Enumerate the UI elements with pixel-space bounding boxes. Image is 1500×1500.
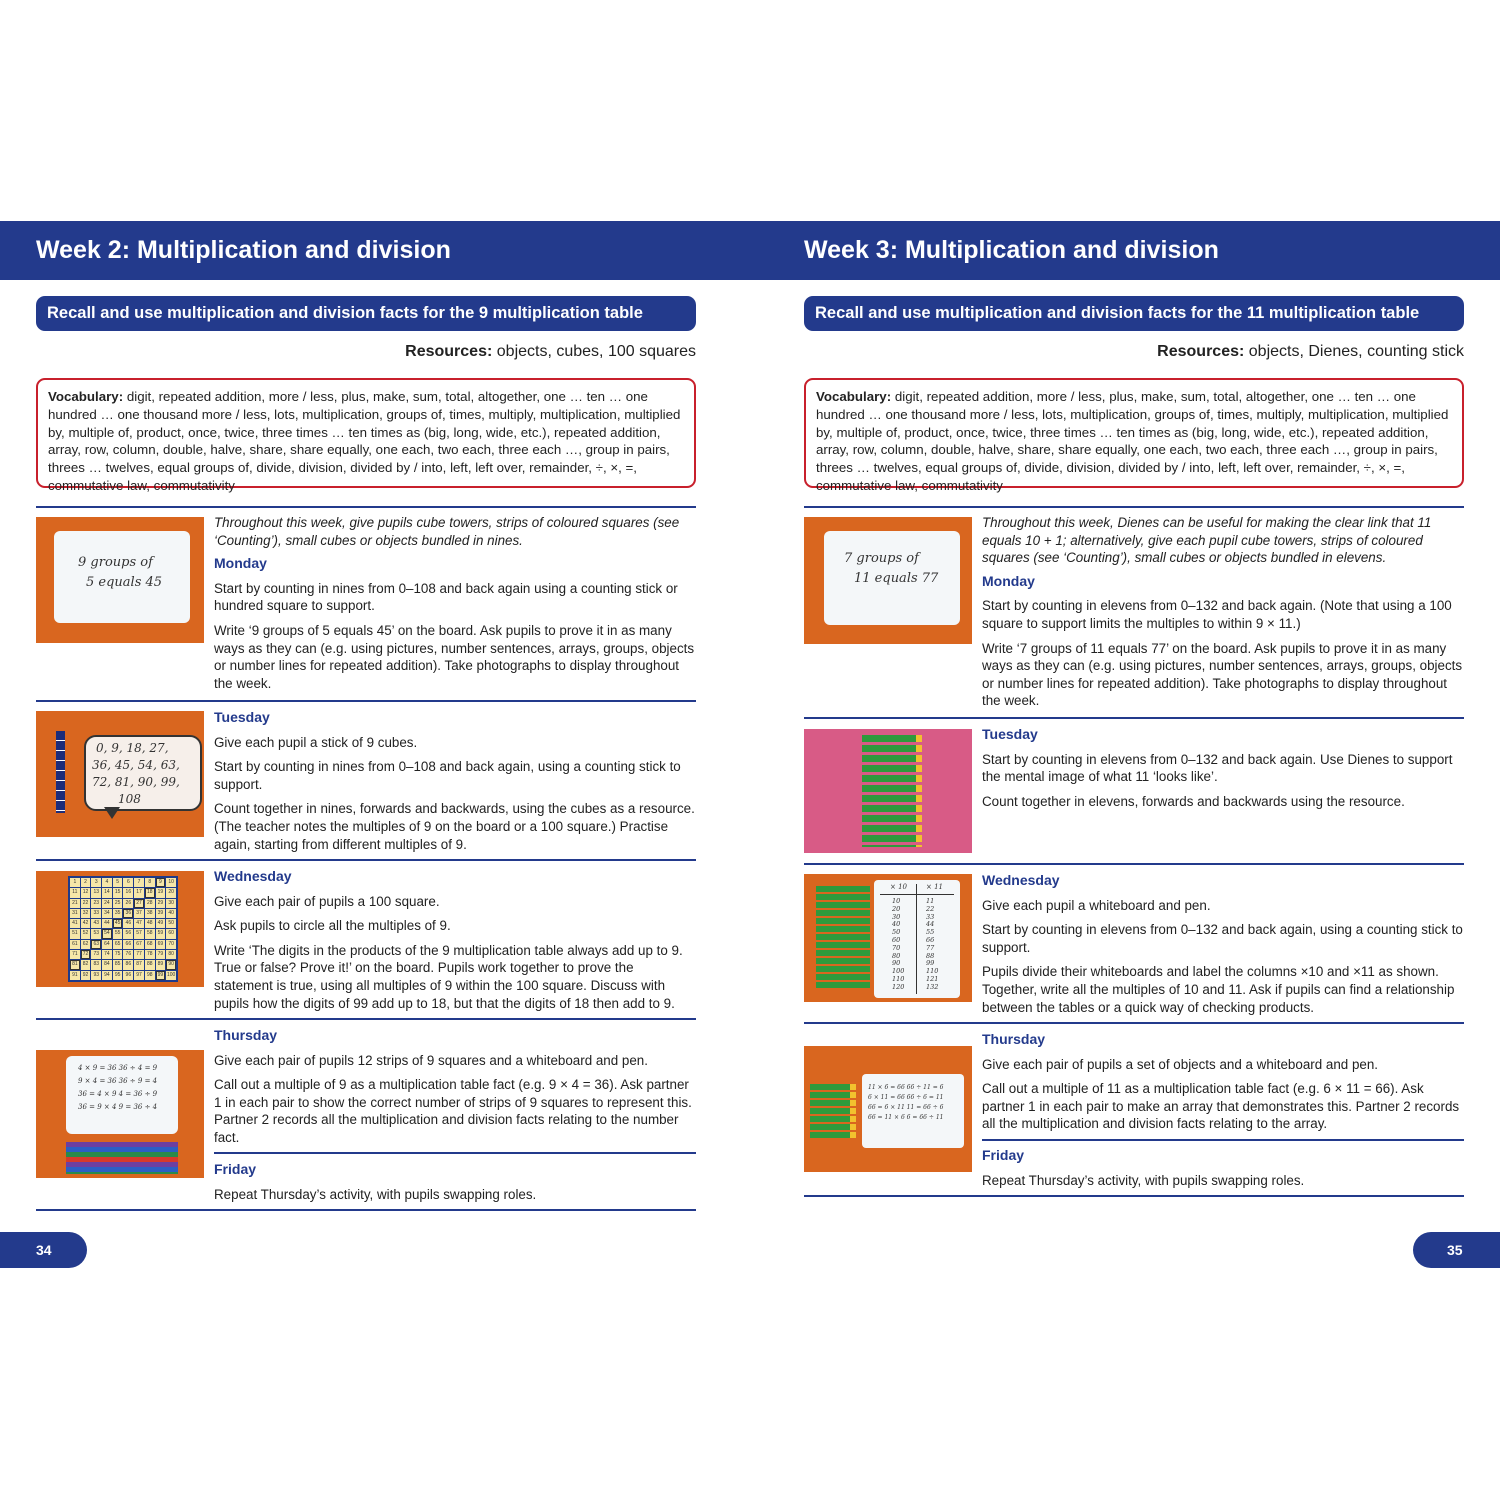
hundred-square-cell: 20	[166, 888, 176, 897]
hundred-square-cell: 50	[166, 919, 176, 928]
hundred-square-cell: 91	[70, 971, 80, 980]
paragraph: Repeat Thursday’s activity, with pupils swapping roles.	[982, 1172, 1305, 1188]
hundred-square-cell: 1	[70, 878, 80, 887]
day-heading-friday: Friday	[214, 1161, 257, 1177]
hundred-square-cell: 35	[113, 909, 123, 918]
handwriting: 36 = 9 × 4 9 = 36 ÷ 4	[78, 1103, 158, 1111]
photo-whiteboard-7-groups	[804, 517, 972, 644]
hundred-square-cell: 8	[145, 878, 155, 887]
day-heading-wednesday: Wednesday	[214, 868, 292, 884]
x10-value: 60	[892, 935, 901, 944]
hundred-square-cell: 22	[81, 899, 91, 908]
paragraph: Call out a multiple of 9 as a multiplication table fact (e.g. 9 × 4 = 36). Ask partner 1 in each pair to show the correct number of strips of 9 squares to represent this. Partner 2 records all the multiplication and division facts relating to the number fact.	[214, 1077, 692, 1145]
paragraph: Start by counting in elevens from 0–132 and back again. (Note that using a 100 square to support limits the multiples to within 9 × 11.)	[982, 598, 1452, 631]
coloured-strips	[66, 1142, 178, 1174]
hundred-square-cell: 49	[156, 919, 166, 928]
hundred-square-cell: 21	[70, 899, 80, 908]
x11-value: 11	[926, 897, 935, 905]
hundred-square-cell: 85	[113, 960, 123, 969]
divider	[804, 863, 1464, 865]
x10-value: 10	[892, 897, 901, 905]
day-heading-thursday: Thursday	[214, 1027, 278, 1043]
left-monday-section	[214, 514, 696, 699]
handwriting: 36, 45, 54, 63,	[92, 758, 180, 772]
hundred-square-cell: 60	[166, 929, 176, 938]
x10-value: 80	[892, 951, 901, 960]
x10-column	[892, 898, 904, 992]
hundred-square-cell: 97	[134, 971, 144, 980]
photo-whiteboard-9-groups	[36, 517, 204, 643]
divider	[804, 717, 1464, 719]
hundred-square-cell: 74	[102, 950, 112, 959]
handwriting: 66 = 11 × 6 6 = 66 ÷ 11	[868, 1114, 944, 1121]
handwriting: × 11	[926, 883, 943, 891]
hundred-square	[68, 876, 178, 982]
x10-value: 30	[892, 912, 901, 921]
left-resources	[405, 343, 696, 361]
hundred-square-cell: 6	[123, 878, 133, 887]
hundred-square-cell: 27	[134, 899, 144, 908]
x10-value: 110	[892, 974, 905, 983]
handwriting: 4 × 9 = 36 36 ÷ 4 = 9	[78, 1064, 158, 1072]
hundred-square-cell: 40	[166, 909, 176, 918]
hundred-square-cell: 96	[123, 971, 133, 980]
handwriting: 7 groups of	[844, 551, 919, 566]
hundred-square-cell: 23	[91, 899, 101, 908]
handwriting: 0, 9, 18, 27,	[96, 741, 169, 755]
photo-dienes-rods	[804, 729, 972, 853]
vocabulary-text: digit, repeated addition, more / less, plus, make, sum, total, altogether, one … ten … one hundred … one thousand more / less, lots, multiplication, groups of, times, multiply, multiplication, multiplied by, multiple of, product, once, twice, three times … ten times as (big, long, wide, etc.), repeated addition, array, row, column, double, halve, share, share equally, one each, two each, three each …, group in pairs, threes … twelves, equal groups of, divide, division, divided by / into, left, left over, remainder, ÷, ×, =, commutative law, commutativity	[816, 389, 1449, 493]
hundred-square-cell: 2	[81, 878, 91, 887]
day-heading-friday: Friday	[982, 1147, 1025, 1163]
hundred-square-cell: 3	[91, 878, 101, 887]
hundred-square-cell: 100	[166, 971, 176, 980]
hundred-square-cell: 58	[145, 929, 155, 938]
hundred-square-cell: 98	[145, 971, 155, 980]
hundred-square-cell: 44	[102, 919, 112, 928]
hundred-square-cell: 7	[134, 878, 144, 887]
hundred-square-cell: 54	[102, 929, 112, 938]
hundred-square-cell: 51	[70, 929, 80, 938]
hundred-square-cell: 55	[113, 929, 123, 938]
yellow-units	[916, 735, 922, 847]
hundred-square-cell: 72	[81, 950, 91, 959]
hundred-square-cell: 59	[156, 929, 166, 938]
x11-value: 22	[926, 904, 935, 913]
hundred-square-cell: 10	[166, 878, 176, 887]
left-wednesday-section	[214, 868, 696, 1019]
paragraph: Write ‘7 groups of 11 equals 77’ on the board. Ask pupils to prove it in as many ways as they can (e.g. using pictures, number sentences, arrays, groups, objects or number lines for repeated addition). Take photographs to display throughout the week.	[982, 640, 1463, 709]
yellow-units	[850, 1084, 856, 1138]
x10-value: 20	[892, 904, 901, 913]
hundred-square-cell: 31	[70, 909, 80, 918]
hundred-square-cell: 77	[134, 950, 144, 959]
vocabulary-label: Vocabulary:	[816, 389, 892, 404]
handwriting: 36 = 4 × 9 4 = 36 ÷ 9	[78, 1090, 158, 1098]
hundred-square-cell: 84	[102, 960, 112, 969]
handwriting: 6 × 11 = 66 66 ÷ 6 = 11	[868, 1094, 944, 1101]
handwriting: × 10	[890, 883, 907, 891]
hundred-square-cell: 28	[145, 899, 155, 908]
hundred-square-cell: 45	[113, 919, 123, 928]
left-thursday-section	[214, 1027, 696, 1154]
right-monday-section	[982, 514, 1464, 717]
x10-value: 100	[892, 967, 905, 976]
hundred-square-cell: 53	[91, 929, 101, 938]
resources-text: objects, cubes, 100 squares	[496, 343, 696, 360]
left-friday-section	[214, 1161, 696, 1210]
hundred-square-cell: 65	[113, 940, 123, 949]
hundred-square-cell: 57	[134, 929, 144, 938]
paragraph: Ask pupils to circle all the multiples of 9.	[214, 918, 451, 934]
paragraph: Give each pupil a whiteboard and pen.	[982, 897, 1211, 913]
handwriting: 11 × 6 = 66 66 ÷ 11 = 6	[868, 1084, 944, 1091]
divider	[36, 506, 696, 508]
hundred-square-cell: 38	[145, 909, 155, 918]
hundred-square-cell: 26	[123, 899, 133, 908]
hundred-square-cell: 88	[145, 960, 155, 969]
paragraph: Count together in nines, forwards and backwards, using the cubes as a resource. (The teacher notes the multiples of 9 on the board or a 100 square.) Practise again, starting from different multiples of 9.	[214, 801, 695, 852]
hundred-square-cell: 76	[123, 950, 133, 959]
paragraph: Give each pair of pupils a 100 square.	[214, 893, 440, 909]
paragraph: Call out a multiple of 11 as a multiplication table fact (e.g. 6 × 11 = 66). Ask partner 1 in each pair to make an array that demonstrates this. Partner 2 records all the multiplication and division facts relating to the array.	[982, 1081, 1460, 1132]
paragraph: Write ‘The digits in the products of the 9 multiplication table always add up to 9. True or false? Prove it!’ on the board. Pupils work together to prove the statement is true, using all multiples of 9 within the 100 square. Discuss with pupils how the digits of 99 add up to 18, but that the digits of 18 then add to 9.	[214, 942, 683, 1011]
hundred-square-cell: 52	[81, 929, 91, 938]
hundred-square-cell: 42	[81, 919, 91, 928]
paragraph: Repeat Thursday’s activity, with pupils swapping roles.	[214, 1186, 537, 1202]
handwriting: 72, 81, 90, 99,	[92, 775, 180, 789]
hundred-square-cell: 5	[113, 878, 123, 887]
right-wednesday-section	[982, 872, 1464, 1023]
handwriting: 108	[118, 792, 141, 806]
x11-column	[926, 898, 938, 992]
hundred-square-cell: 83	[91, 960, 101, 969]
hundred-square-cell: 68	[145, 940, 155, 949]
hundred-square-cell: 14	[102, 888, 112, 897]
hundred-square-cell: 69	[156, 940, 166, 949]
x10-value: 90	[892, 959, 901, 968]
hundred-square-cell: 82	[81, 960, 91, 969]
hundred-square-cell: 89	[156, 960, 166, 969]
hundred-square-cell: 39	[156, 909, 166, 918]
x10-value: 120	[892, 982, 905, 991]
intro-text: Throughout this week, Dienes can be useful for making the clear link that 11 equals 10 + 1; alternatively, give each pupil cube towers, strips of coloured squares (see ‘Counting’), small cubes or objects bundled in elevens.	[982, 515, 1432, 566]
hundred-square-cell: 73	[91, 950, 101, 959]
x11-value: 33	[926, 912, 935, 921]
photo-cube-stick-and-speech-bubble	[36, 711, 204, 837]
right-vocabulary-box	[804, 378, 1464, 493]
hundred-square-cell: 41	[70, 919, 80, 928]
hundred-square-cell: 4	[102, 878, 112, 887]
green-rods	[816, 886, 870, 990]
hundred-square-cell: 25	[113, 899, 123, 908]
left-vocabulary-box	[36, 378, 696, 493]
hundred-square-cell: 15	[113, 888, 123, 897]
day-heading-thursday: Thursday	[982, 1031, 1046, 1047]
hundred-square-cell: 86	[123, 960, 133, 969]
hundred-square-cell: 47	[134, 919, 144, 928]
divider	[36, 700, 696, 702]
speech-bubble-tail	[104, 807, 120, 819]
day-heading-tuesday: Tuesday	[982, 726, 1038, 742]
hundred-square-cell: 92	[81, 971, 91, 980]
table-divider	[916, 884, 917, 994]
hundred-square-cell: 95	[113, 971, 123, 980]
hundred-square-cell: 36	[123, 909, 133, 918]
hundred-square-cell: 32	[81, 909, 91, 918]
day-heading-monday: Monday	[214, 555, 267, 572]
paragraph: Start by counting in elevens from 0–132 and back again, using a counting stick to support.	[982, 922, 1463, 955]
hundred-square-cell: 56	[123, 929, 133, 938]
right-friday-section	[982, 1147, 1464, 1196]
hundred-square-cell: 78	[145, 950, 155, 959]
x10-value: 70	[892, 943, 901, 952]
left-tuesday-section	[214, 709, 696, 860]
hundred-square-cell: 81	[70, 960, 80, 969]
hundred-square-cell: 11	[70, 888, 80, 897]
resources-label: Resources:	[1157, 343, 1245, 360]
hundred-square-cell: 61	[70, 940, 80, 949]
right-week-title: Week 3: Multiplication and division	[804, 236, 1219, 264]
vocabulary-text: digit, repeated addition, more / less, plus, make, sum, total, altogether, one … ten … one hundred … one thousand more / less, lots, multiplication, groups of, times, multiply, multiplication, multiplied by, multiple of, product, once, twice, three times … ten times as (big, long, wide, etc.), repeated addition, array, row, column, double, halve, share, share equally, one each, two each, three each …, group in pairs, threes … twelves, equal groups of, divide, division, divided by / into, left, left over, remainder, ÷, ×, =, commutative law, commutativity	[48, 389, 681, 493]
hundred-square-cell: 80	[166, 950, 176, 959]
paragraph: Pupils divide their whiteboards and label the columns ×10 and ×11 as shown. Together, write all the multiples of 10 and 11. Ask if pupils can find a relationship between the tables or a quick way of checking products.	[982, 964, 1455, 1015]
paragraph: Start by counting in elevens from 0–132 and back again. Use Dienes to support the mental image of what 11 ‘looks like’.	[982, 751, 1453, 785]
hundred-square-cell: 16	[123, 888, 133, 897]
cube-stick	[56, 731, 65, 813]
day-heading-monday: Monday	[982, 572, 1035, 589]
hundred-square-cell: 70	[166, 940, 176, 949]
hundred-square-cell: 29	[156, 899, 166, 908]
hundred-square-cell: 34	[102, 909, 112, 918]
paragraph: Count together in elevens, forwards and backwards using the resource.	[982, 793, 1405, 809]
hundred-square-cell: 30	[166, 899, 176, 908]
paragraph: Start by counting in nines from 0–108 and back again, using a counting stick to support.	[214, 759, 681, 792]
left-week-title: Week 2: Multiplication and division	[36, 236, 451, 264]
handwriting: 11 equals 77	[854, 571, 939, 586]
photo-array-and-facts	[804, 1046, 972, 1172]
hundred-square-cell: 63	[91, 940, 101, 949]
paragraph: Write ‘9 groups of 5 equals 45’ on the board. Ask pupils to prove it in as many ways as they can (e.g. using pictures, number sentences, arrays, groups, objects or number lines for repeated addition). Take photographs to display throughout the week.	[214, 622, 695, 691]
handwriting: 9 groups of	[78, 555, 153, 570]
intro-text: Throughout this week, give pupils cube towers, strips of coloured squares (see ‘Counting’), small cubes or objects bundled in nines.	[214, 515, 680, 548]
handwriting: 5 equals 45	[86, 575, 163, 590]
hundred-square-cell: 48	[145, 919, 155, 928]
whiteboard	[874, 880, 960, 998]
green-rods	[862, 735, 918, 847]
hundred-square-cell: 62	[81, 940, 91, 949]
x11-value: 99	[926, 959, 935, 968]
right-objective: Recall and use multiplication and division facts for the 11 multiplication table	[804, 296, 1464, 331]
resources-label: Resources:	[405, 343, 493, 360]
x11-value: 110	[926, 967, 939, 976]
hundred-square-cell: 94	[102, 971, 112, 980]
right-resources	[1157, 343, 1464, 361]
x11-value: 88	[926, 951, 935, 960]
hundred-square-cell: 99	[156, 971, 166, 980]
hundred-square-cell: 18	[145, 888, 155, 897]
handwriting: 66 = 6 × 11 11 = 66 ÷ 6	[868, 1104, 944, 1111]
paragraph: Give each pupil a stick of 9 cubes.	[214, 734, 418, 750]
photo-x10-x11-table	[804, 874, 972, 1002]
hundred-square-cell: 13	[91, 888, 101, 897]
x11-value: 121	[926, 974, 939, 983]
hundred-square-cell: 37	[134, 909, 144, 918]
page-number-left: 34	[0, 1232, 87, 1268]
day-heading-tuesday: Tuesday	[214, 709, 270, 725]
hundred-square-cell: 93	[91, 971, 101, 980]
hundred-square-cell: 67	[134, 940, 144, 949]
x11-value: 55	[926, 928, 935, 937]
photo-hundred-square	[36, 871, 204, 987]
hundred-square-cell: 90	[166, 960, 176, 969]
day-heading-wednesday: Wednesday	[982, 872, 1060, 888]
hundred-square-cell: 87	[134, 960, 144, 969]
hundred-square-cell: 64	[102, 940, 112, 949]
hundred-square-cell: 12	[81, 888, 91, 897]
handwriting: 9 × 4 = 36 36 ÷ 9 = 4	[78, 1077, 158, 1085]
x11-value: 66	[926, 935, 935, 944]
resources-text: objects, Dienes, counting stick	[1248, 343, 1464, 360]
hundred-square-cell: 75	[113, 950, 123, 959]
x10-value: 50	[892, 928, 901, 937]
x10-value: 40	[892, 920, 901, 929]
paragraph: Start by counting in nines from 0–108 and back again using a counting stick or hundred square to support.	[214, 580, 678, 614]
paragraph: Give each pair of pupils 12 strips of 9 squares and a whiteboard and pen.	[214, 1052, 648, 1068]
hundred-square-cell: 43	[91, 919, 101, 928]
paragraph: Give each pair of pupils a set of objects and a whiteboard and pen.	[982, 1056, 1379, 1072]
photo-whiteboard-9-facts	[36, 1050, 204, 1178]
vocabulary-label: Vocabulary:	[48, 389, 124, 404]
left-objective: Recall and use multiplication and division facts for the 9 multiplication table	[36, 296, 696, 331]
divider	[804, 506, 1464, 508]
hundred-square-cell: 66	[123, 940, 133, 949]
hundred-square-cell: 24	[102, 899, 112, 908]
hundred-square-cell: 79	[156, 950, 166, 959]
hundred-square-cell: 46	[123, 919, 133, 928]
right-tuesday-section	[982, 726, 1464, 817]
hundred-square-cell: 33	[91, 909, 101, 918]
x11-value: 77	[926, 943, 935, 952]
hundred-square-cell: 9	[156, 878, 166, 887]
hundred-square-cell: 17	[134, 888, 144, 897]
right-thursday-section	[982, 1031, 1464, 1140]
hundred-square-cell: 71	[70, 950, 80, 959]
x11-value: 44	[926, 920, 935, 929]
x11-value: 132	[926, 982, 939, 991]
hundred-square-cell: 19	[156, 888, 166, 897]
table-divider	[880, 894, 954, 895]
page-number-right: 35	[1413, 1232, 1500, 1268]
